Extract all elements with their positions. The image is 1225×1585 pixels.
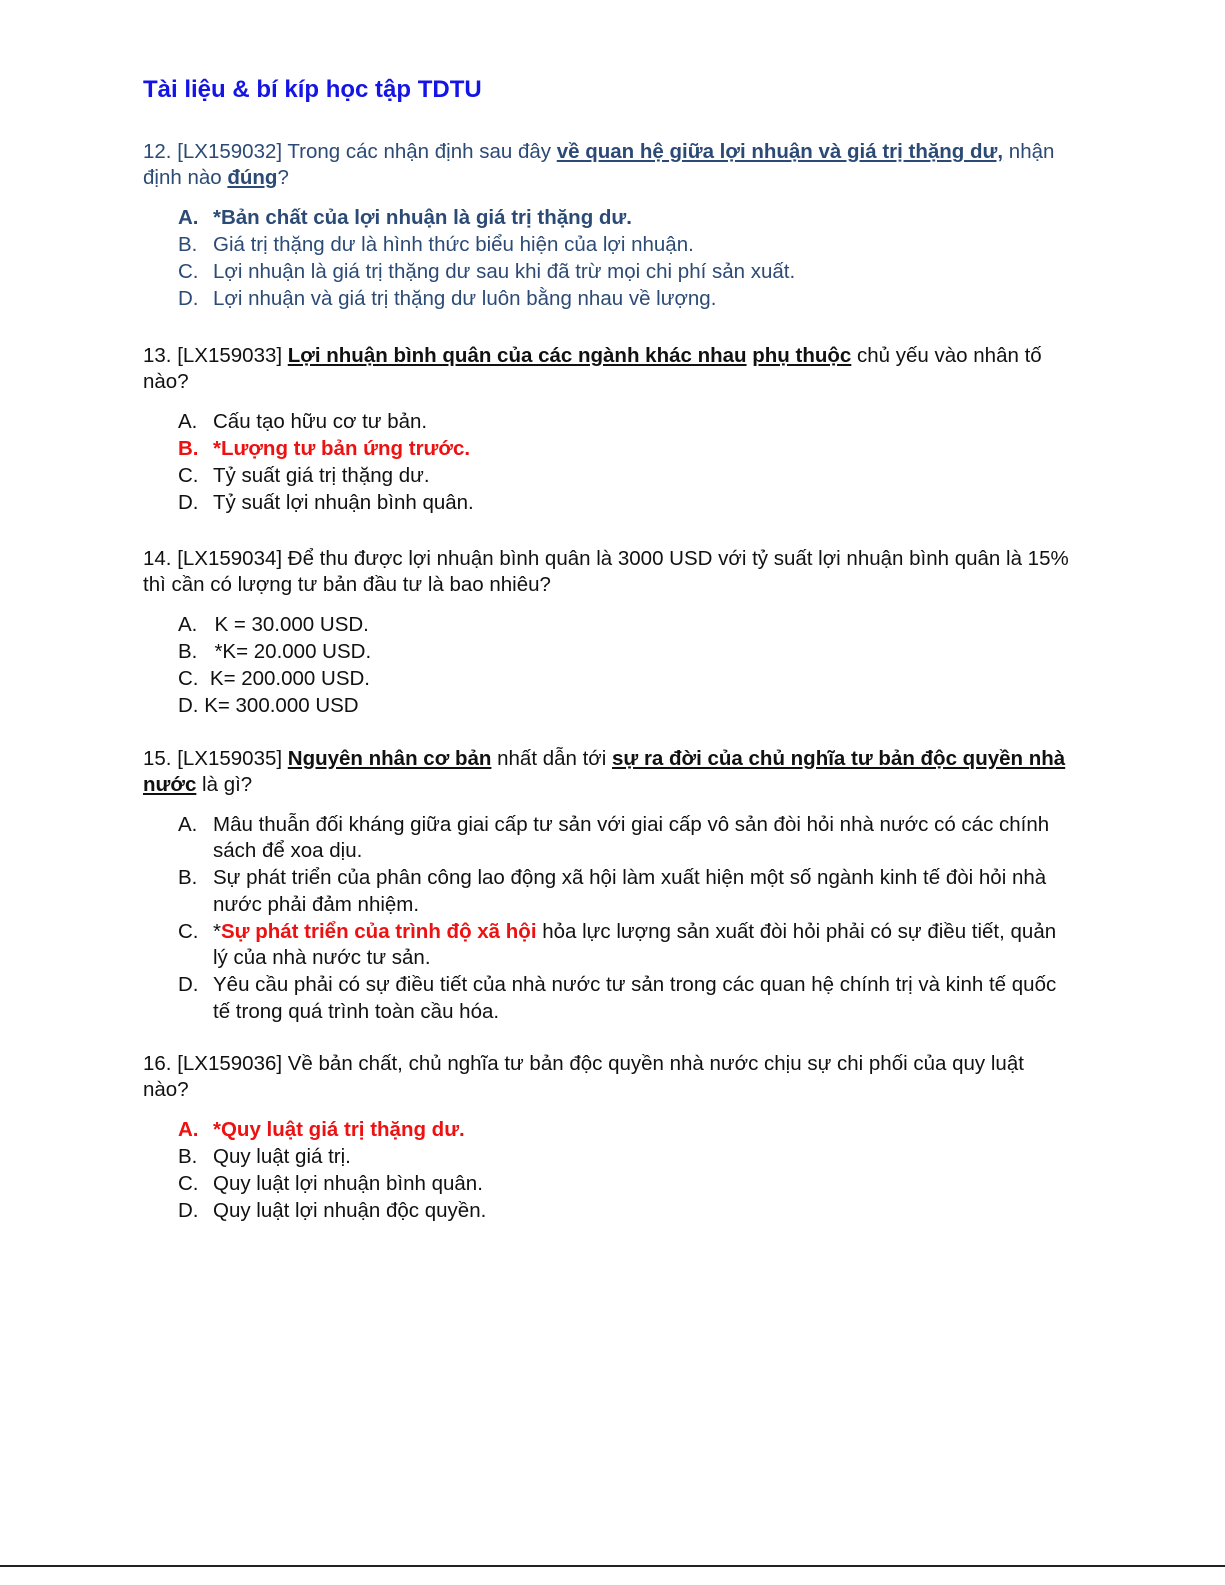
question-13	[143, 343, 1073, 517]
option-letter: D.	[178, 1199, 199, 1222]
question-12	[143, 139, 1073, 313]
option-text: *Quy luật giá trị thặng dư.	[213, 1118, 465, 1141]
option-d	[178, 490, 1073, 517]
option-a	[178, 205, 1073, 232]
option-letter: C.	[178, 1172, 199, 1195]
answer-star: *	[213, 919, 221, 943]
question-stem	[143, 139, 1073, 191]
option-b	[178, 1144, 1073, 1171]
option-letter: C.	[178, 463, 199, 487]
page-bottom-divider	[0, 1565, 1225, 1567]
option-text: Sự phát triển của phân công lao động xã hội làm xuất hiện một số ngành kinh tế đòi hỏi nhà nước phải đảm nhiệm.	[213, 866, 1047, 916]
stem-prefix: 15. [LX159035]	[143, 746, 288, 770]
option-text: Quy luật lợi nhuận bình quân.	[213, 1172, 483, 1195]
option-text: Quy luật lợi nhuận độc quyền.	[213, 1199, 487, 1222]
question-stem: 14. [LX159034] Để thu được lợi nhuận bình quân là 3000 USD với tỷ suất lợi nhuận bình quân là 15% thì cần có lượng tư bản đầu tư là bao nhiêu?	[143, 547, 1069, 596]
options-list	[143, 205, 1073, 313]
option-d	[178, 286, 1073, 313]
option-letter: C.	[178, 919, 199, 943]
answer-highlight: Sự phát triển của trình độ xã hội	[220, 919, 537, 943]
option-a	[178, 409, 1073, 436]
options-list	[143, 1117, 1073, 1225]
option-text	[213, 919, 1073, 972]
question-stem: 16. [LX159036] Về bản chất, chủ nghĩa tư bản độc quyền nhà nước chịu sự chi phối của quy luật nào?	[143, 1052, 1024, 1101]
option-text: Yêu cầu phải có sự điều tiết của nhà nước tư sản trong các quan hệ chính trị và kinh tế quốc tế trong quá trình toàn cầu hóa.	[213, 973, 1057, 1023]
option-text: Lợi nhuận là giá trị thặng dư sau khi đã trừ mọi chi phí sản xuất.	[213, 260, 796, 283]
stem-suffix: ?	[277, 166, 289, 189]
option-text-rest: hỏa lực lượng sản xuất đòi hỏi phải có sự điều tiết, quản lý của nhà nước tư sản.	[213, 919, 1057, 969]
option-text: Quy luật giá trị.	[213, 1145, 351, 1168]
option-letter: D.	[178, 490, 199, 514]
stem-key-word: đúng	[227, 166, 278, 189]
option-c: C. K= 200.000 USD.	[178, 667, 371, 690]
option-a	[178, 1117, 1073, 1144]
option-text: *Bản chất của lợi nhuận là giá trị thặng dư.	[213, 206, 632, 229]
question-16	[143, 1051, 1073, 1225]
options-list	[143, 409, 1073, 517]
options-list	[143, 612, 1073, 720]
stem-key-phrase: Lợi nhuận bình quân của các ngành khác nhau	[287, 343, 747, 367]
option-c	[178, 919, 1073, 972]
option-letter: D.	[178, 287, 199, 310]
stem-mid: nhất dẫn tới	[491, 746, 612, 770]
option-text: Giá trị thặng dư là hình thức biểu hiện của lợi nhuận.	[213, 233, 694, 256]
options-list	[143, 812, 1073, 1026]
option-text: Tỷ suất lợi nhuận bình quân.	[213, 490, 474, 514]
stem-suffix: là gì?	[196, 772, 253, 796]
option-letter: D.	[178, 973, 199, 996]
option-letter: C.	[178, 260, 199, 283]
stem-key-phrase-2: sự ra đời của chủ nghĩa tư bản độc quyền nhà nước	[143, 746, 1066, 796]
option-letter: B.	[178, 866, 198, 889]
option-letter: A.	[178, 409, 198, 433]
option-text: Mâu thuẫn đối kháng giữa giai cấp tư sản với giai cấp vô sản đòi hỏi nhà nước có các chính sách để xoa dịu.	[213, 812, 1050, 862]
question-14	[143, 546, 1073, 720]
stem-prefix: 12. [LX159032] Trong các nhận định sau đây	[143, 140, 557, 163]
question-15	[143, 746, 1073, 1026]
option-b: B. *K= 20.000 USD.	[178, 640, 372, 663]
option-c	[178, 1171, 1073, 1198]
option-letter: A.	[178, 812, 198, 836]
option-b	[178, 865, 1073, 918]
option-d: D. K= 300.000 USD	[178, 694, 359, 717]
option-c	[178, 463, 1073, 490]
option-a: A. K = 30.000 USD.	[178, 613, 369, 636]
option-d	[178, 1198, 1073, 1225]
option-text: *Lượng tư bản ứng trước.	[213, 436, 471, 460]
stem-key-phrase: về quan hệ giữa lợi nhuận và giá trị thặng dư,	[556, 140, 1004, 163]
option-letter: B.	[178, 436, 199, 460]
page-title: Tài liệu & bí kíp học tập TDTU	[143, 76, 482, 103]
option-letter: B.	[178, 233, 198, 256]
option-text: Cấu tạo hữu cơ tư bản.	[213, 409, 428, 433]
option-b	[178, 232, 1073, 259]
option-letter: A.	[178, 206, 199, 229]
option-letter: B.	[178, 1145, 198, 1168]
stem-key-phrase: Nguyên nhân cơ bản	[287, 746, 492, 770]
option-a	[178, 812, 1073, 865]
question-stem	[143, 746, 1073, 798]
stem-suffix: chủ yếu vào nhân tố nào?	[143, 343, 1042, 393]
option-text: Tỷ suất giá trị thặng dư.	[213, 463, 430, 487]
option-text: Lợi nhuận và giá trị thặng dư luôn bằng nhau về lượng.	[213, 287, 717, 310]
stem-prefix: 13. [LX159033]	[143, 343, 288, 367]
stem-key-word: phụ thuộc	[752, 343, 852, 367]
option-c	[178, 259, 1073, 286]
option-d	[178, 972, 1073, 1025]
option-letter: A.	[178, 1118, 199, 1141]
stem-mid: nhận định nào	[143, 140, 1055, 189]
document-page	[143, 74, 1073, 1225]
option-b	[178, 436, 1073, 463]
question-stem	[143, 343, 1073, 395]
